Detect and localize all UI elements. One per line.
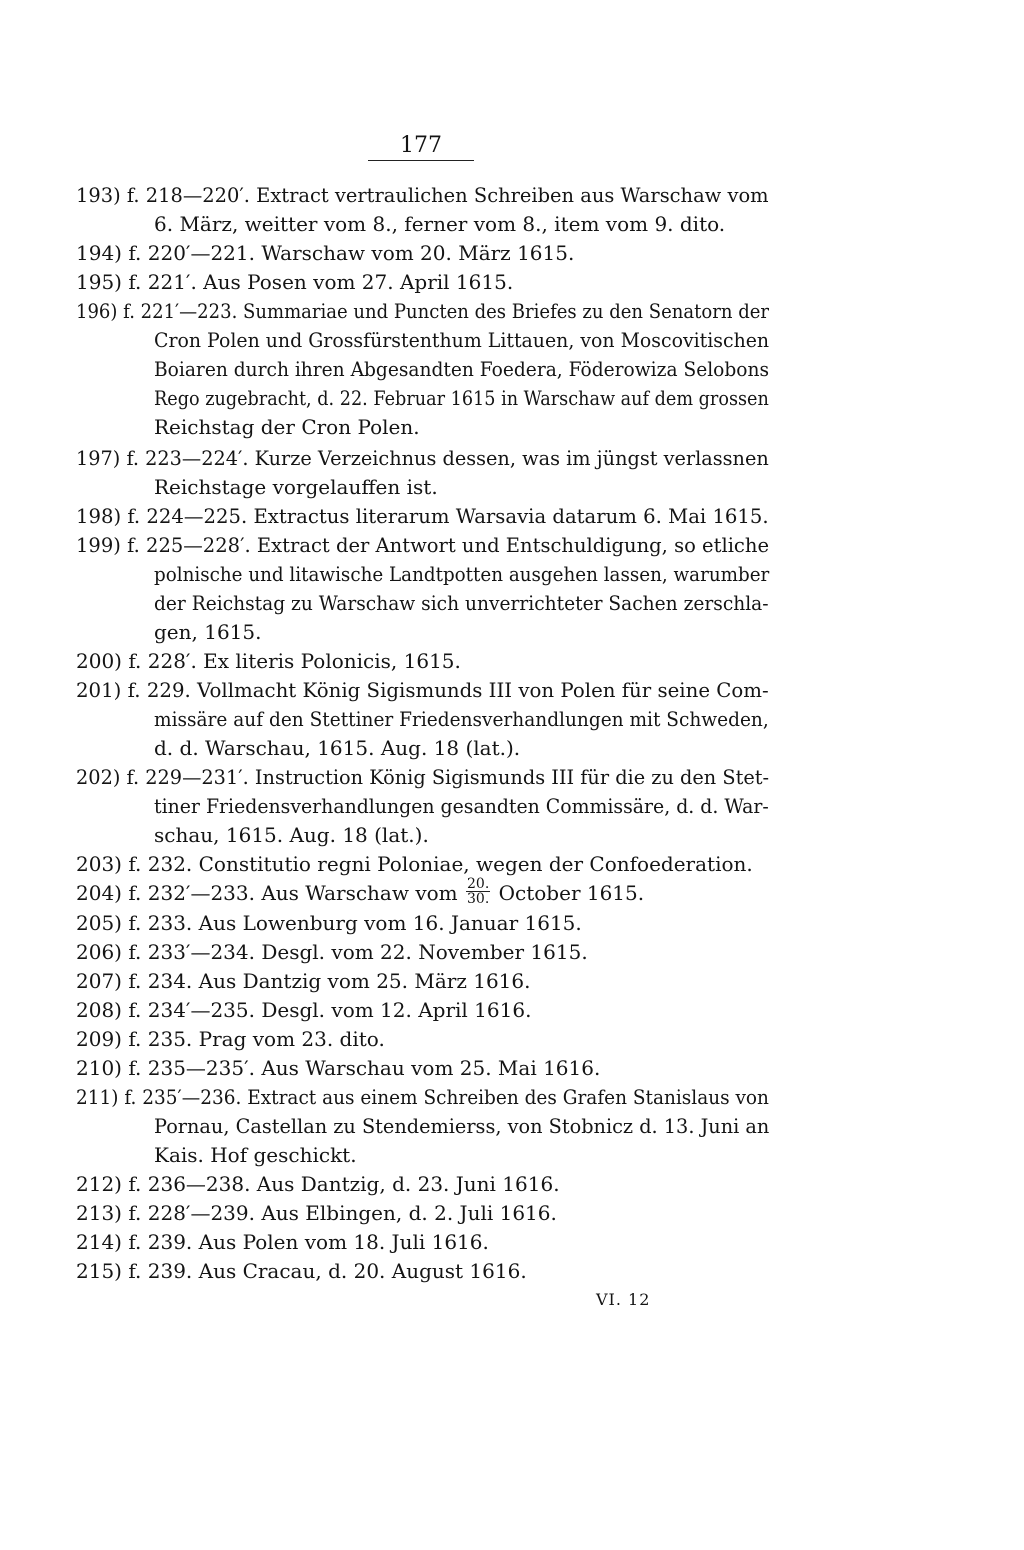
entry-continuation-line: Cron Polen und Grossfürstenthum Littauen, von Moscovitischen xyxy=(154,328,770,352)
date-fraction xyxy=(466,877,490,906)
entry-continuation-line: Rego zugebracht, d. 22. Februar 1615 in Warschaw auf dem grossen xyxy=(154,386,769,410)
entry-line: 198) f. 224—225. Extractus literarum Warsavia datarum 6. Mai 1615. xyxy=(76,504,769,528)
entry-line-tail: October 1615. xyxy=(492,881,645,905)
entry-line: 196) f. 221′—223. Summariae und Puncten des Briefes zu den Senatorn der xyxy=(76,299,770,323)
entry-line: 200) f. 228′. Ex literis Polonicis, 1615. xyxy=(76,649,461,673)
entry-continuation-line: der Reichstag zu Warschaw sich unverrichteter Sachen zerschla- xyxy=(154,591,769,615)
fraction-numerator: 20. xyxy=(467,876,490,892)
entry-continuation-line: polnische und litawische Landtpotten ausgehen lassen, warumber xyxy=(154,562,770,586)
entry-continuation-line: d. d. Warschau, 1615. Aug. 18 (lat.). xyxy=(154,736,521,760)
signature-mark: VI. 12 xyxy=(596,1290,651,1309)
entry-line: 193) f. 218—220′. Extract vertraulichen Schreiben aus Warschaw vom xyxy=(76,183,769,207)
entry-line: 195) f. 221′. Aus Posen vom 27. April 1615. xyxy=(76,270,514,294)
entry-continuation-line: Kais. Hof geschickt. xyxy=(154,1143,357,1167)
entry-continuation-line: Reichstag der Cron Polen. xyxy=(154,415,420,439)
entry-continuation-line: missäre auf den Stettiner Friedensverhandlungen mit Schweden, xyxy=(154,707,769,731)
entry-line: 207) f. 234. Aus Dantzig vom 25. März 1616. xyxy=(76,969,531,993)
entry-line: 214) f. 239. Aus Polen vom 18. Juli 1616. xyxy=(76,1230,489,1254)
entry-continuation-line: Reichstage vorgelauffen ist. xyxy=(154,475,438,499)
entry-line: 199) f. 225—228′. Extract der Antwort und Entschuldigung, so etliche xyxy=(76,533,770,557)
entry-line: 213) f. 228′—239. Aus Elbingen, d. 2. Juli 1616. xyxy=(76,1201,557,1225)
entry-line: 205) f. 233. Aus Lowenburg vom 16. Januar 1615. xyxy=(76,911,582,935)
entry-line: 215) f. 239. Aus Cracau, d. 20. August 1616. xyxy=(76,1259,527,1283)
fraction-denominator: 30. xyxy=(467,891,490,907)
entry-continuation-line: schau, 1615. Aug. 18 (lat.). xyxy=(154,823,429,847)
entry-continuation-line: tiner Friedensverhandlungen gesandten Commissäre, d. d. War- xyxy=(154,794,769,818)
entry-line: 206) f. 233′—234. Desgl. vom 22. November 1615. xyxy=(76,940,588,964)
entry-line: 210) f. 235—235′. Aus Warschau vom 25. Mai 1616. xyxy=(76,1056,601,1080)
entry-continuation-line: gen, 1615. xyxy=(154,620,262,644)
entry-line: 212) f. 236—238. Aus Dantzig, d. 23. Juni 1616. xyxy=(76,1172,560,1196)
entry-line: 201) f. 229. Vollmacht König Sigismunds III von Polen für seine Com- xyxy=(76,678,769,702)
entry-line: 209) f. 235. Prag vom 23. dito. xyxy=(76,1027,385,1051)
entry-line: 208) f. 234′—235. Desgl. vom 12. April 1616. xyxy=(76,998,532,1022)
entry-line: 211) f. 235′—236. Extract aus einem Schreiben des Grafen Stanislaus von xyxy=(76,1085,769,1109)
entry-line: 194) f. 220′—221. Warschaw vom 20. März 1615. xyxy=(76,241,575,265)
entry-continuation-line: Boiaren durch ihren Abgesandten Foedera, Föderowiza Selobons xyxy=(154,357,770,381)
entry-line: 197) f. 223—224′. Kurze Verzeichnus dessen, was im jüngst verlassnen xyxy=(76,446,769,470)
entry-continuation-line: 6. März, weitter vom 8., ferner vom 8., item vom 9. dito. xyxy=(154,212,726,236)
entry-line: 204) f. 232′—233. Aus Warschaw vom $\frac{20.}{30.}$ October 1615. xyxy=(76,876,645,907)
entry-line: 203) f. 232. Constitutio regni Poloniae, wegen der Confoederation. xyxy=(76,852,753,876)
entry-line: 202) f. 229—231′. Instruction König Sigismunds III für die zu den Stet- xyxy=(76,765,770,789)
entry-continuation-line: Pornau, Castellan zu Stendemierss, von Stobnicz d. 13. Juni an xyxy=(154,1114,770,1138)
page-number: 177 xyxy=(400,133,442,158)
